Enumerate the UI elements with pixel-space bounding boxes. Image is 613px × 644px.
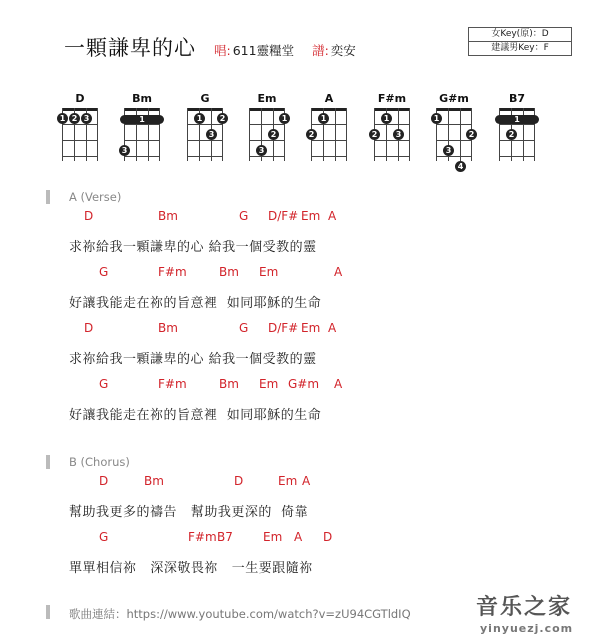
- chord-label: A: [294, 530, 303, 544]
- chord-label: D: [84, 209, 94, 223]
- chord-label: Em: [278, 474, 298, 488]
- finger-dot: 3: [393, 129, 404, 140]
- chord-label: Bm: [158, 209, 178, 223]
- chord-name: Em: [257, 92, 277, 105]
- chord-label: G: [99, 530, 109, 544]
- chord-label: D: [234, 474, 244, 488]
- lyric-line: 好讓我能走在祢的旨意裡 如同耶穌的生命: [69, 296, 322, 311]
- arranger-label: 譜:: [312, 43, 329, 58]
- chord-name: G#m: [439, 92, 469, 105]
- chord-label: A: [334, 377, 343, 391]
- lyric-line: 求祢給我一顆謙卑的心 給我一個受教的靈: [69, 352, 317, 367]
- section-bar-footer: [46, 605, 50, 619]
- chord-name: B7: [508, 92, 526, 105]
- chord-diagram-d: [56, 92, 104, 172]
- chord-name: D: [75, 92, 85, 105]
- chord-label: D/F#: [268, 321, 299, 335]
- barre: 1: [120, 115, 164, 124]
- chord-diagram-gsharpm: [430, 92, 478, 172]
- key-female: 女Key(原)：D: [491, 29, 549, 39]
- finger-dot: 2: [369, 129, 380, 140]
- fretboard: [433, 108, 475, 171]
- finger-dot: 1: [194, 113, 205, 124]
- chord-label: F#m: [188, 530, 217, 544]
- chord-label: B7: [217, 530, 233, 544]
- chord-label: Em: [301, 209, 321, 223]
- chord-name: A: [324, 92, 334, 105]
- title-row: [64, 32, 356, 60]
- chord-label: G: [99, 265, 109, 279]
- chord-label: G#m: [288, 377, 320, 391]
- finger-dot: 1: [318, 113, 329, 124]
- singer-label: 唱:: [214, 43, 231, 58]
- fretboard: [59, 108, 98, 161]
- singer-name: 611靈糧堂: [232, 43, 295, 58]
- lyric-line: 單單相信祢 深深敬畏祢 一生要跟隨祢: [69, 561, 313, 576]
- fretboard: [121, 108, 160, 161]
- key-male: 建議男Key：F: [469, 41, 571, 55]
- chord-label: D/F#: [268, 209, 299, 223]
- chord-label: G: [239, 321, 249, 335]
- barre: 1: [495, 115, 539, 124]
- watermark-url: yinyuezj.com: [480, 622, 574, 635]
- key-box: [468, 27, 572, 56]
- finger-dot: 3: [256, 145, 267, 156]
- finger-dot: 4: [455, 161, 466, 172]
- singer-meta: [214, 41, 294, 59]
- chord-label: F#m: [158, 265, 187, 279]
- chord-label: Em: [259, 265, 279, 279]
- watermark-logo: 音乐之家: [476, 595, 573, 620]
- chord-label: G: [239, 209, 249, 223]
- chord-name: F#m: [377, 92, 407, 105]
- chord-label: A: [328, 321, 337, 335]
- chord-label: A: [302, 474, 311, 488]
- finger-dot: 3: [443, 145, 454, 156]
- finger-dot: 2: [217, 113, 228, 124]
- finger-dot: 1: [431, 113, 442, 124]
- fretboard: [499, 108, 535, 161]
- chord-diagram-fsharpm: [368, 92, 416, 172]
- chord-label: Em: [263, 530, 283, 544]
- arranger-name: 奕安: [330, 43, 356, 58]
- chord-label: Bm: [158, 321, 178, 335]
- chord-row: [69, 377, 369, 393]
- chord-label: Em: [259, 377, 279, 391]
- arranger-meta: [312, 41, 356, 59]
- chord-row: [69, 265, 369, 281]
- fretboard: [308, 108, 347, 161]
- finger-dot: 3: [81, 113, 92, 124]
- section-bar-chorus: [46, 455, 50, 469]
- finger-dot: 1: [279, 113, 290, 124]
- finger-dot: 2: [306, 129, 317, 140]
- finger-dot: 3: [119, 145, 130, 156]
- chord-name: G: [200, 92, 210, 105]
- chord-label: Em: [301, 321, 321, 335]
- song-title: 一顆謙卑的心: [64, 36, 196, 60]
- finger-dot: 2: [268, 129, 279, 140]
- section-bar-verse: [46, 190, 50, 204]
- finger-dot: 1: [57, 113, 68, 124]
- finger-dot: 2: [69, 113, 80, 124]
- finger-dot: 2: [506, 129, 517, 140]
- chord-diagram-a: [305, 92, 353, 172]
- fretboard: [249, 108, 288, 161]
- chord-label: A: [328, 209, 337, 223]
- chord-name: Bm: [132, 92, 152, 105]
- chord-label: Bm: [219, 265, 239, 279]
- lyric-line: 好讓我能走在祢的旨意裡 如同耶穌的生命: [69, 408, 322, 423]
- section-label-verse: A (Verse): [69, 190, 122, 204]
- chord-diagram-em: [243, 92, 291, 172]
- chord-diagram-g: [181, 92, 229, 172]
- chord-label: D: [99, 474, 109, 488]
- section-label-chorus: B (Chorus): [69, 455, 130, 469]
- finger-dot: 1: [381, 113, 392, 124]
- finger-dot: 3: [206, 129, 217, 140]
- fretboard: [187, 108, 226, 161]
- chord-diagram-b7: [493, 92, 541, 172]
- chord-row: [69, 321, 369, 337]
- chord-label: Bm: [219, 377, 239, 391]
- chord-row: [69, 474, 369, 490]
- chord-label: G: [99, 377, 109, 391]
- lyric-line: 求祢給我一顆謙卑的心 給我一個受教的靈: [69, 240, 317, 255]
- chord-label: Bm: [144, 474, 164, 488]
- finger-dot: 2: [466, 129, 477, 140]
- chord-label: F#m: [158, 377, 187, 391]
- chord-row: [69, 209, 369, 225]
- fretboard: [371, 108, 410, 161]
- chord-label: A: [334, 265, 343, 279]
- chord-diagram-bm: [118, 92, 166, 172]
- chord-label: D: [84, 321, 94, 335]
- song-link[interactable]: 歌曲連結：https://www.youtube.com/watch?v=zU94CGTldIQ: [69, 607, 411, 621]
- lyric-line: 幫助我更多的禱告 幫助我更深的 倚靠: [69, 505, 309, 520]
- chord-row: [69, 530, 369, 546]
- chord-label: D: [323, 530, 333, 544]
